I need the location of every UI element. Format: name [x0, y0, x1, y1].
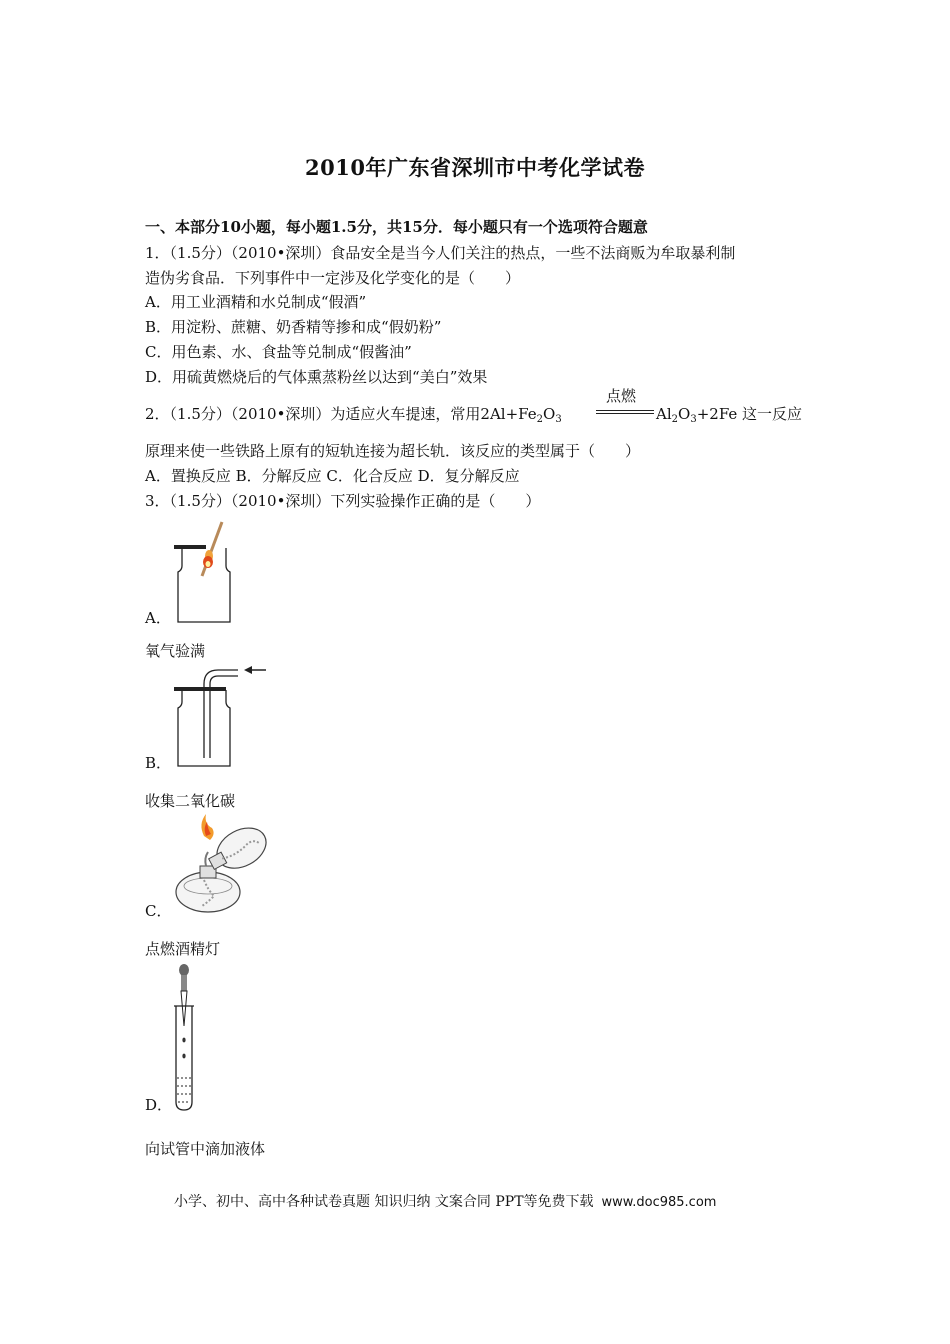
q3-stem: 3．（1.5分）（2010•深圳）下列实验操作正确的是（ ）	[145, 492, 541, 510]
q3-option-b-caption: 收集二氧化碳	[145, 792, 236, 810]
q1-option-a: A．用工业酒精和水兑制成“假酒”	[145, 293, 367, 311]
q1-stem-line2: 造伪劣食品．下列事件中一定涉及化学变化的是（ ）	[145, 269, 521, 287]
gas-collection-bottle-icon	[168, 662, 272, 772]
q2-product-al: Al	[656, 405, 672, 423]
q1-option-d: D．用硫黄燃烧后的气体熏蒸粉丝以达到“美白”效果	[145, 368, 488, 386]
q3-option-b-letter: B．	[145, 754, 172, 772]
q2-sub-fe2: 2	[536, 414, 544, 425]
q1-option-b: B．用淀粉、蔗糖、奶香精等掺和成“假奶粉”	[145, 318, 442, 336]
reaction-equals-sign	[596, 410, 654, 414]
q3-option-a-letter: A．	[145, 609, 171, 627]
q3-option-c-letter: C．	[145, 902, 172, 920]
page-footer	[174, 1191, 716, 1211]
q2-stem-line1-left	[145, 403, 562, 425]
q2-sub-prod-o: 3	[690, 414, 697, 425]
q2-suffix: +2Fe 这一反应	[696, 405, 803, 423]
q3-option-c-caption: 点燃酒精灯	[145, 940, 221, 958]
oxygen-test-bottle-icon	[168, 512, 238, 628]
alcohol-lamp-lighting-icon	[168, 810, 278, 918]
q2-product-o: O	[678, 405, 691, 423]
q3-option-d-letter: D．	[145, 1096, 173, 1114]
dropper-test-tube-icon	[168, 960, 208, 1116]
q2-prefix: 2．（1.5分）（2010•深圳）为适应火车提速，常用2Al+Fe	[145, 405, 537, 423]
q2-sub-al: 2	[671, 414, 679, 425]
page-title: 2010年广东省深圳市中考化学试卷	[305, 155, 645, 180]
q2-options: A．置换反应 B．分解反应 C．化合反应 D．复分解反应	[145, 467, 520, 485]
footer-url[interactable]: www.doc985.com	[601, 1195, 717, 1210]
q3-option-d-caption: 向试管中滴加液体	[145, 1140, 266, 1158]
footer-text: 小学、初中、高中各种试卷真题 知识归纳 文案合同 PPT等免费下载	[174, 1194, 594, 1210]
q2-o: O	[543, 405, 556, 423]
reaction-condition-label: 点燃	[606, 387, 637, 405]
q3-option-a-caption: 氧气验满	[145, 642, 206, 660]
q2-sub-o3: 3	[555, 414, 562, 425]
q1-option-c: C．用色素、水、食盐等兑制成“假酱油”	[145, 343, 412, 361]
q1-stem-line1: 1．（1.5分）（2010•深圳）食品安全是当今人们关注的热点，一些不法商贩为牟取暴利制	[145, 244, 736, 262]
q2-stem-line1-right	[656, 403, 802, 425]
q2-stem-line2: 原理来使一些铁路上原有的短轨连接为超长轨．该反应的类型属于（ ）	[145, 442, 641, 460]
section-header: 一、本部分10小题，每小题1.5分，共15分．每小题只有一个选项符合题意	[145, 218, 648, 236]
